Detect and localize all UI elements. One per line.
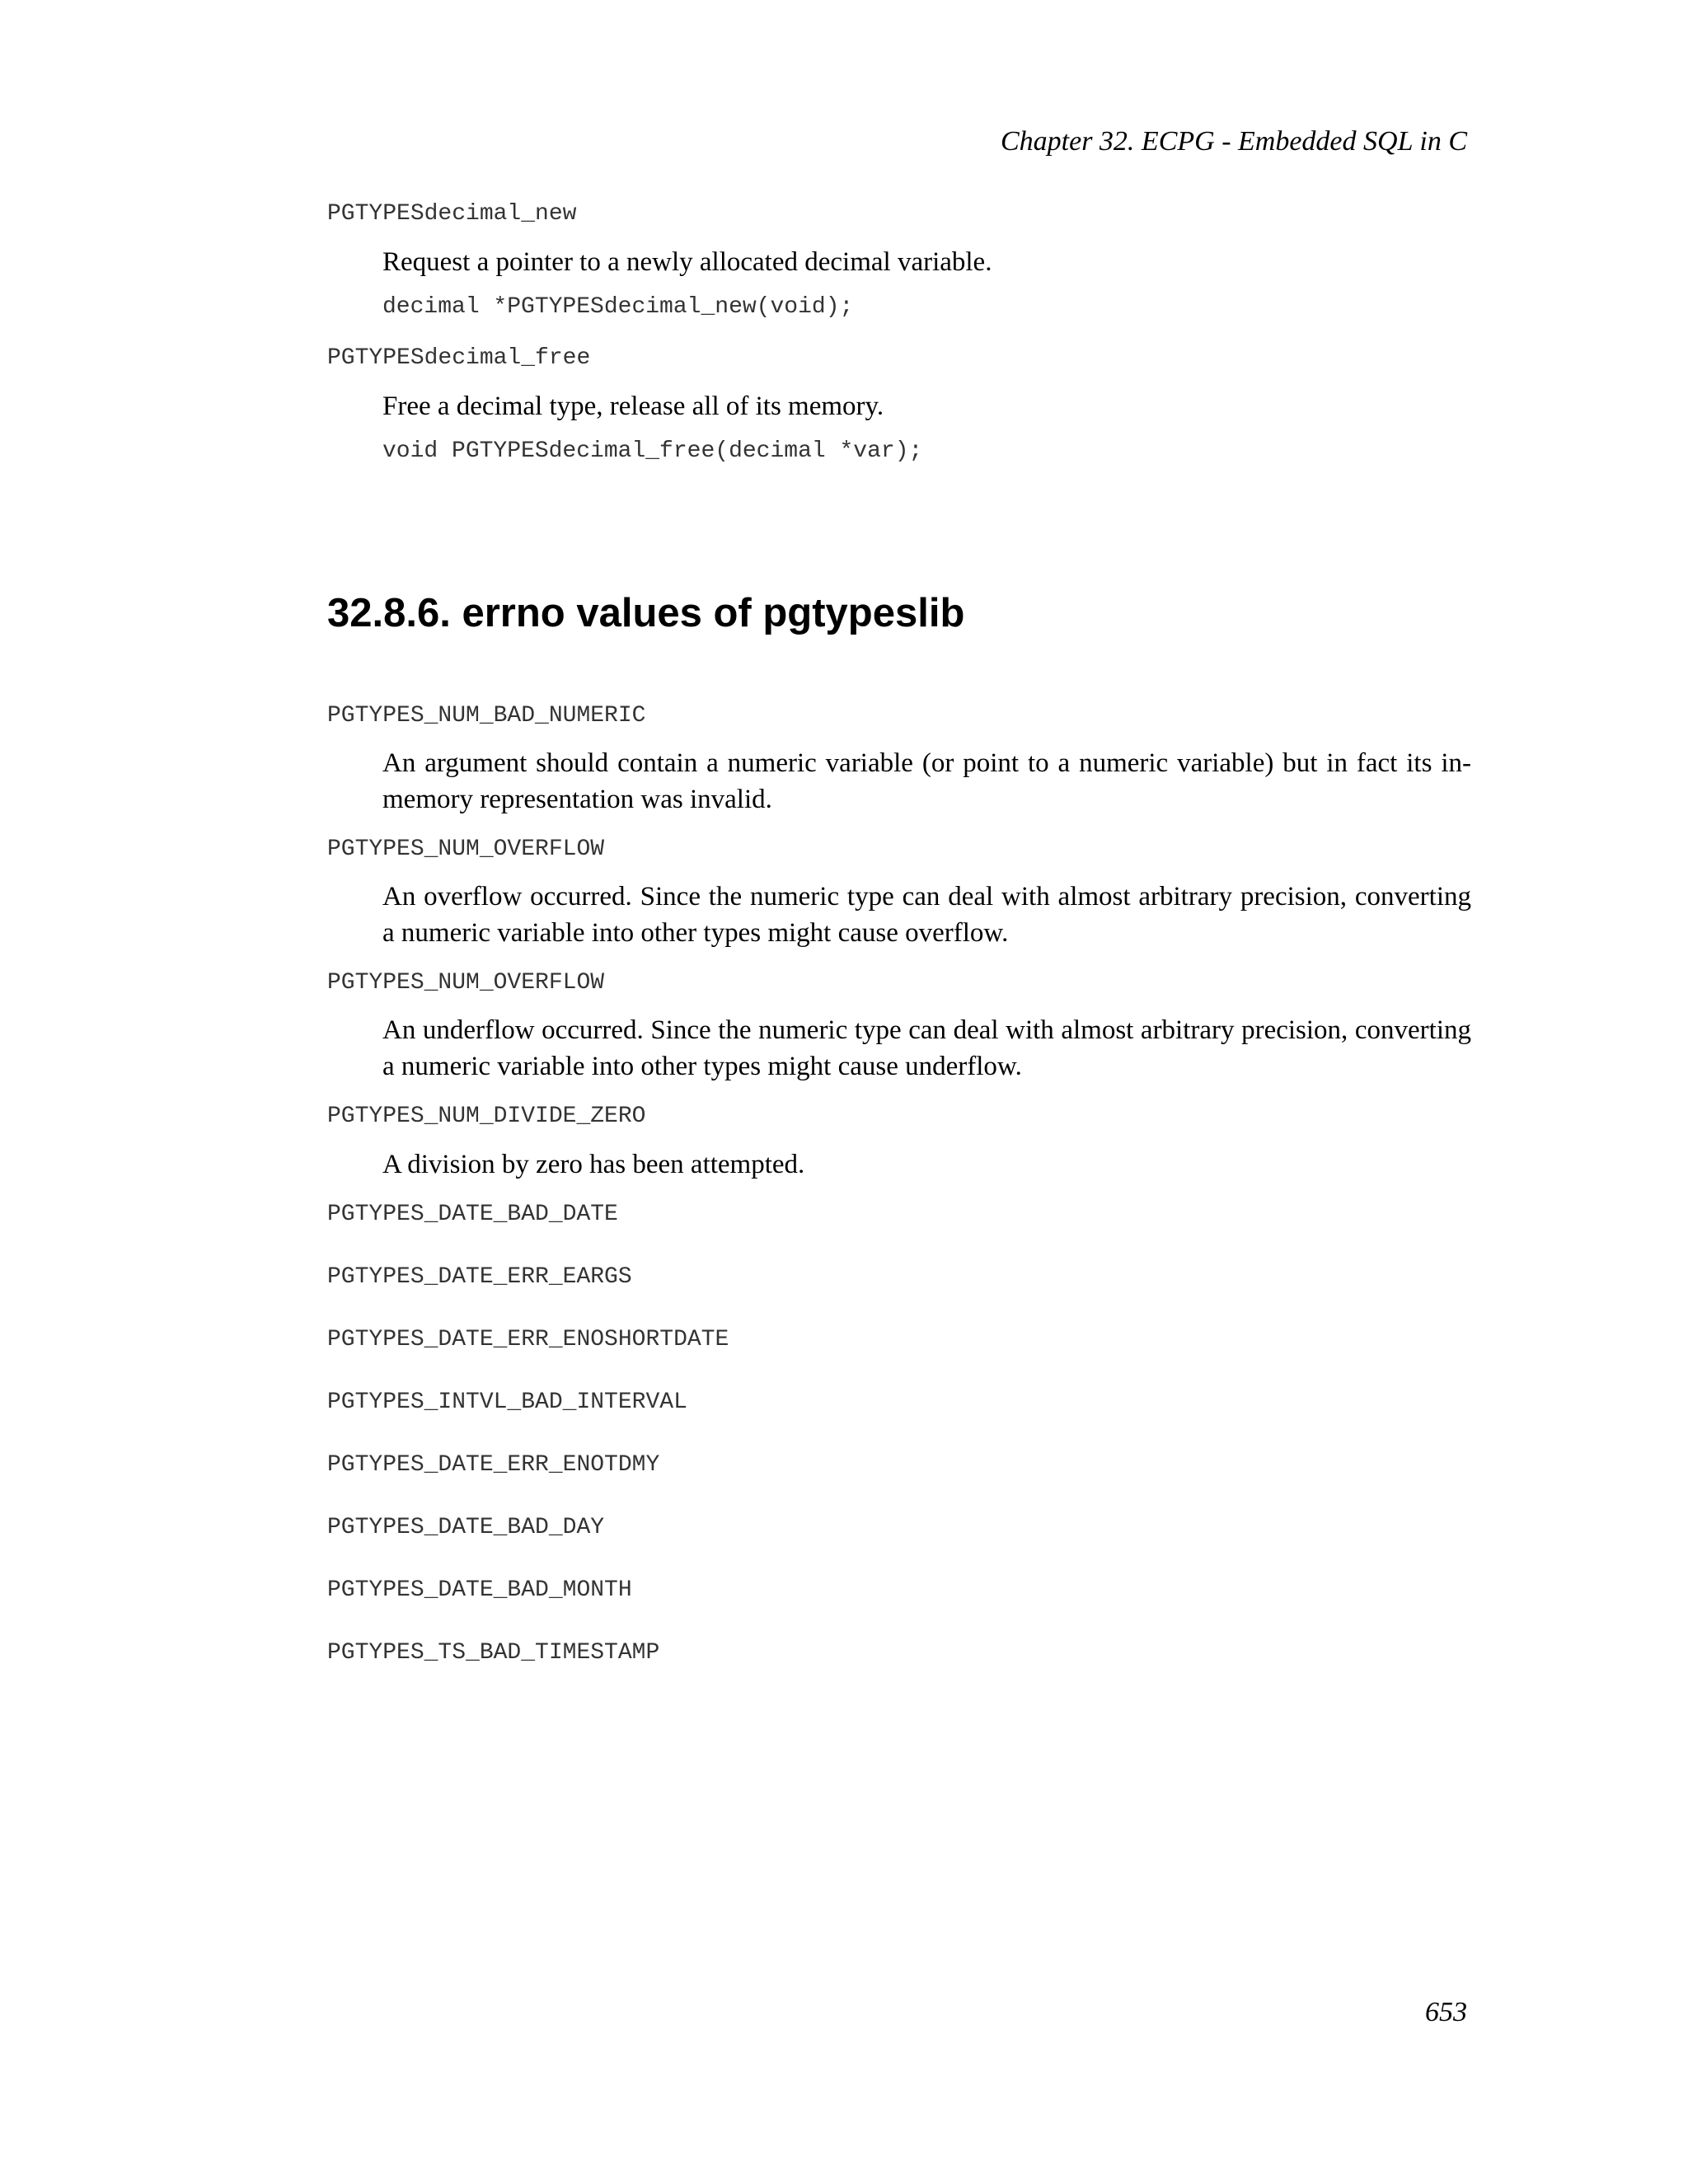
page-number: 653 — [1425, 1997, 1467, 2027]
errno-term: PGTYPES_NUM_DIVIDE_ZERO — [327, 1104, 646, 1129]
function-term: PGTYPESdecimal_free — [327, 345, 591, 371]
errno-term: PGTYPES_TS_BAD_TIMESTAMP — [327, 1640, 660, 1666]
running-header: Chapter 32. ECPG - Embedded SQL in C — [1000, 126, 1467, 157]
errno-term: PGTYPES_DATE_ERR_ENOSHORTDATE — [327, 1327, 729, 1352]
errno-term: PGTYPES_NUM_OVERFLOW — [327, 970, 605, 996]
function-term: PGTYPESdecimal_new — [327, 201, 577, 227]
function-signature: void PGTYPESdecimal_free(decimal *var); — [382, 438, 923, 464]
function-signature: decimal *PGTYPESdecimal_new(void); — [382, 294, 854, 320]
errno-description: A division by zero has been attempted. — [382, 1150, 805, 1179]
errno-term: PGTYPES_NUM_OVERFLOW — [327, 837, 605, 862]
function-description: Request a pointer to a newly allocated decimal variable. — [382, 247, 992, 277]
errno-description: An argument should contain a numeric variable (or point to a numeric variable) but in fact its in-memory representation was invalid. — [382, 748, 1471, 814]
errno-term: PGTYPES_DATE_BAD_DAY — [327, 1515, 605, 1540]
errno-term: PGTYPES_DATE_ERR_ENOTDMY — [327, 1452, 660, 1478]
errno-term: PGTYPES_DATE_BAD_DATE — [327, 1202, 618, 1227]
errno-description: An overflow occurred. Since the numeric type can deal with almost arbitrary precision, converting a numeric variable into other types might cause overflow. — [382, 882, 1471, 948]
errno-term: PGTYPES_NUM_BAD_NUMERIC — [327, 703, 646, 729]
errno-term: PGTYPES_DATE_BAD_MONTH — [327, 1577, 632, 1603]
errno-term: PGTYPES_INTVL_BAD_INTERVAL — [327, 1390, 687, 1415]
function-description: Free a decimal type, release all of its memory. — [382, 391, 884, 421]
section-heading: 32.8.6. errno values of pgtypeslib — [327, 591, 965, 635]
errno-description: An underflow occurred. Since the numeric type can deal with almost arbitrary precision, converting a numeric variable into other types might cause underflow. — [382, 1015, 1471, 1081]
errno-term: PGTYPES_DATE_ERR_EARGS — [327, 1264, 632, 1290]
